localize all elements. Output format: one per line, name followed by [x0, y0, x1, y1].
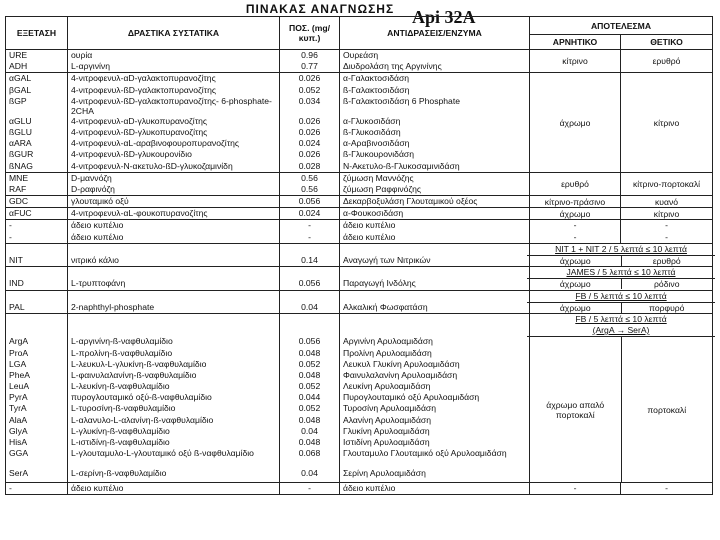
- active-ingredient: L-αλανυλο-L-αλανίνη-ß-ναφθυλαμίδιο: [71, 414, 214, 425]
- test-code: -: [9, 482, 12, 493]
- reaction-enzyme: Λευκίνη Αρυλοαμιδάση: [343, 381, 431, 392]
- test-code: GDC: [9, 196, 29, 207]
- active-ingredient: ουρία: [71, 50, 93, 60]
- quantity-cell: [280, 50, 340, 73]
- test-code: ßGP: [9, 95, 27, 106]
- reaction-enzyme: α-Φουκοσιδάση: [343, 208, 404, 219]
- result-positive: -: [665, 231, 668, 242]
- quantity-cell: [280, 290, 340, 313]
- reaction-enzyme: ζύμωση Ραφφινόζης: [343, 183, 422, 194]
- quantity: -: [308, 482, 311, 493]
- test-code: GGA: [9, 448, 29, 459]
- active-ingredient-cell: [68, 172, 280, 195]
- test-code: GlyA: [9, 425, 28, 436]
- quantity: 0.056: [298, 196, 321, 207]
- active-ingredient: άδειο κυπέλιο: [71, 231, 124, 242]
- quantity: 0.024: [298, 138, 321, 149]
- quantity: -: [308, 220, 311, 231]
- result-positive-cell: [621, 220, 713, 243]
- reading-table: [5, 16, 713, 495]
- active-ingredient: 4-νιτροφενυλ-αL-φουκοπυρανοζίτης: [71, 208, 208, 219]
- reaction-enzyme: Ουρεάση: [343, 50, 379, 60]
- reaction-enzyme-cell: [340, 208, 530, 220]
- test-code: PyrA: [9, 392, 28, 403]
- test-code: NIT: [9, 255, 23, 265]
- quantity: 0.048: [298, 414, 321, 425]
- active-ingredient: 2-naphthyl-phosphate: [71, 301, 155, 312]
- quantity-cell: [280, 220, 340, 243]
- active-ingredient: L-φαινυλαλανίνη-ß-ναφθυλαμίδιο: [71, 369, 197, 380]
- table-row: [6, 313, 713, 482]
- reaction-enzyme: Αναγωγή των Νιτρικών: [343, 255, 431, 265]
- quantity-cell: [280, 482, 340, 494]
- test-code-cell: [6, 290, 68, 313]
- test-code-cell: [6, 196, 68, 208]
- result-positive: ερυθρό: [652, 256, 681, 267]
- test-code: AlaA: [9, 414, 28, 425]
- test-code: ADH: [9, 61, 28, 72]
- reaction-enzyme: άδειο κυπέλιο: [343, 220, 396, 231]
- reaction-enzyme-cell: [340, 196, 530, 208]
- reaction-enzyme-cell: [340, 73, 530, 172]
- result-negative: άχρωμο απαλό πορτοκαλί: [530, 337, 622, 481]
- active-ingredient-cell: [68, 482, 280, 494]
- quantity: 0.026: [298, 115, 321, 126]
- result-negative-cell: [530, 50, 621, 73]
- quantity: 0.14: [301, 255, 318, 265]
- active-ingredient: L-λευκίνη-ß-ναφθυλαμίδιο: [71, 381, 170, 392]
- reaction-enzyme-cell: [340, 243, 530, 266]
- active-ingredient: L-αργινίνη-ß-ναφθυλαμίδιο: [71, 336, 173, 347]
- result-negative-cell: [530, 73, 621, 172]
- active-ingredient: 4-νιτροφενυλ-ßD-γλυκουρονίδιο: [71, 149, 192, 160]
- active-ingredient: άδειο κυπέλιο: [71, 220, 124, 231]
- test-code: αGLU: [9, 115, 32, 126]
- test-code: ProA: [9, 347, 29, 358]
- quantity-cell: [280, 267, 340, 290]
- active-ingredient: L-γλουταμυλο-L-γλουταμικό οξύ ß-ναφθυλαμίδιο: [71, 448, 254, 459]
- test-code-cell: [6, 220, 68, 243]
- reagent-note: FB / 5 λεπτά ≤ 10 λεπτά: [575, 290, 667, 301]
- reagent-note: JAMES / 5 λεπτά ≤ 10 λεπτά: [566, 267, 676, 278]
- table-row: [6, 208, 713, 220]
- test-code: RAF: [9, 183, 27, 194]
- quantity: 0.56: [301, 172, 318, 183]
- result-positive: κίτρινο: [653, 117, 680, 128]
- header-active: ΔΡΑΣΤΙΚΑ ΣΥΣΤΑΤΙΚΑ: [68, 17, 280, 50]
- table-row: [6, 220, 713, 243]
- test-code: αFUC: [9, 208, 32, 219]
- table-row: [6, 290, 713, 313]
- result-positive-cell: [621, 50, 713, 73]
- reaction-enzyme: Παραγωγή Ινδόλης: [343, 278, 416, 289]
- active-ingredient-cell: [68, 290, 280, 313]
- result-negative-cell: [530, 220, 621, 243]
- quantity: 0.04: [301, 425, 318, 436]
- reaction-enzyme: Γλυκίνη Αρυλοαμιδάση: [343, 425, 430, 436]
- quantity: 0.04: [301, 301, 318, 312]
- active-ingredient: L-σερίνη-ß-ναφθυλαμίδιο: [71, 468, 167, 479]
- reaction-enzyme: Φαινυλαλανίνη Αρυλοαμιδάση: [343, 369, 458, 380]
- test-code-cell: [6, 243, 68, 266]
- result-positive: ερυθρό: [652, 56, 681, 67]
- quantity-cell: [280, 73, 340, 172]
- table-row: [6, 172, 713, 195]
- active-ingredient: D-ραφινόζη: [71, 183, 115, 194]
- active-ingredient: νιτρικό κάλιο: [71, 255, 119, 265]
- active-ingredient-cell: [68, 313, 280, 482]
- test-code-cell: [6, 313, 68, 482]
- result-negative: ερυθρό: [561, 178, 589, 189]
- test-code: SerA: [9, 468, 29, 479]
- result-negative: άχρωμο: [559, 117, 591, 128]
- test-code: HisA: [9, 437, 28, 447]
- quantity-cell: [280, 243, 340, 266]
- reaction-enzyme-cell: [340, 50, 530, 73]
- test-code: ßGUR: [9, 149, 34, 160]
- result-negative-cell: [530, 482, 621, 494]
- test-code: PheA: [9, 369, 31, 380]
- reaction-enzyme-cell: [340, 482, 530, 494]
- active-ingredient: 4-νιτροφενυλ-ßD-γαλακτοπυρανοζίτης: [71, 84, 216, 95]
- result-positive: ρόδινο: [654, 279, 680, 290]
- quantity: 0.028: [298, 160, 321, 171]
- reaction-enzyme: Λευκυλ Γλυκίνη Αρυλοαμιδάση: [343, 358, 460, 369]
- quantity: 0.048: [298, 437, 321, 447]
- header-qty: ΠΟΣ. (mg/κυπ.): [280, 17, 340, 50]
- test-code-cell: [6, 208, 68, 220]
- reaction-enzyme: α-Αραβινοσιδάση: [343, 138, 410, 149]
- table-row: [6, 50, 713, 73]
- quantity-cell: [280, 196, 340, 208]
- quantity: 0.052: [298, 403, 321, 414]
- active-ingredient: L-τρυπτοφάνη: [71, 278, 126, 289]
- active-ingredient: L-γλυκίνη-ß-ναφθυλαμίδιο: [71, 425, 170, 436]
- result-positive-cell: [621, 172, 713, 195]
- test-code: IND: [9, 278, 24, 289]
- table-title: ΠΙΝΑΚΑΣ ΑΝΑΓΝΩΣΗΣ: [245, 2, 395, 16]
- test-code: TyrA: [9, 403, 27, 414]
- quantity: 0.048: [298, 347, 321, 358]
- reaction-enzyme: Γλουταμυλο Γλουταμικό οξύ Αρυλοαμιδάση: [343, 448, 507, 459]
- result-positive: -: [665, 483, 668, 494]
- quantity: 0.56: [301, 183, 318, 194]
- result-negative: άχρωμο: [530, 279, 622, 289]
- result-negative: άχρωμο: [530, 303, 622, 313]
- reaction-enzyme-cell: [340, 172, 530, 195]
- quantity: 0.026: [298, 126, 321, 137]
- test-code: ArgA: [9, 336, 29, 347]
- quantity: 0.034: [298, 95, 321, 106]
- reaction-enzyme: N-Ακετυλο-ß-Γλυκοσαμινιδάση: [343, 160, 460, 171]
- reaction-enzyme: Ιστιδίνη Αρυλοαμιδάση: [343, 437, 430, 447]
- reaction-enzyme: ß-Γλυκοσιδάση: [343, 126, 401, 137]
- result-negative-cell: [530, 196, 621, 208]
- test-code: URE: [9, 50, 28, 60]
- reaction-enzyme: ß-Γλυκουρονιδάση: [343, 149, 415, 160]
- reaction-enzyme: Τυροσίνη Αρυλοαμιδάση: [343, 403, 437, 414]
- reagent-note-range: (ArgA → SerA): [592, 325, 650, 336]
- header-reactions: ΑΝΤΙΔΡΑΣΕΙΣ/ΕΝΖΥΜΑ: [340, 17, 530, 50]
- result-note-cell: [530, 243, 713, 266]
- result-positive: κίτρινο: [653, 208, 680, 219]
- quantity: 0.052: [298, 84, 321, 95]
- result-negative: κίτρινο: [562, 56, 588, 67]
- quantity: 0.048: [298, 369, 321, 380]
- quantity: 0.068: [298, 448, 321, 459]
- reaction-enzyme: α-Γαλακτοσιδάση: [343, 73, 410, 84]
- active-ingredient: γλουταμικό οξύ: [71, 196, 129, 207]
- result-positive: -: [665, 220, 668, 231]
- result-positive-cell: [621, 482, 713, 494]
- quantity: 0.026: [298, 73, 321, 84]
- active-ingredient-cell: [68, 243, 280, 266]
- active-ingredient: L-λευκυλ-L-γλυκίνη-ß-ναφθυλαμίδιο: [71, 358, 207, 369]
- result-note-cell: [530, 290, 713, 313]
- quantity: 0.026: [298, 149, 321, 160]
- active-ingredient: πυρογλουταμικό οξύ-ß-ναφθυλαμίδιο: [71, 392, 212, 403]
- table-row: [6, 267, 713, 290]
- table-row: [6, 196, 713, 208]
- reaction-enzyme: άδειο κυπέλιο: [343, 482, 396, 493]
- quantity: 0.024: [298, 208, 321, 219]
- quantity: 0.96: [301, 50, 318, 60]
- active-ingredient: D-μαννόζη: [71, 172, 112, 183]
- table-row: [6, 482, 713, 494]
- quantity: 0.056: [298, 278, 321, 289]
- test-code-cell: [6, 172, 68, 195]
- result-positive-cell: [621, 73, 713, 172]
- reaction-enzyme: Αλκαλική Φωσφατάση: [343, 301, 428, 312]
- table-row: [6, 73, 713, 172]
- test-code: βGAL: [9, 84, 32, 95]
- active-ingredient: L-τυροσίνη-ß-ναφθυλαμίδιο: [71, 403, 176, 414]
- active-ingredient-cell: [68, 208, 280, 220]
- test-code: -: [9, 231, 12, 242]
- quantity: 0.04: [301, 468, 318, 479]
- table-row: [6, 243, 713, 266]
- active-ingredient-cell: [68, 220, 280, 243]
- reaction-enzyme: ß-Γαλακτοσιδάση: [343, 84, 410, 95]
- reaction-enzyme-cell: [340, 220, 530, 243]
- reaction-enzyme: άδειο κυπέλιο: [343, 231, 396, 242]
- result-negative: -: [573, 231, 577, 242]
- quantity-cell: [280, 208, 340, 220]
- reaction-enzyme: ζύμωση Μαννόζης: [343, 172, 414, 183]
- quantity-cell: [280, 172, 340, 195]
- reaction-enzyme: Σερίνη Αρυλοαμιδάση: [343, 468, 426, 479]
- reagent-note: NIT 1 + NIT 2 / 5 λεπτά ≤ 10 λεπτά: [555, 243, 687, 254]
- reaction-enzyme: α-Γλυκοσιδάση: [343, 115, 401, 126]
- result-negative: άχρωμο: [559, 208, 591, 219]
- test-code: LGA: [9, 358, 27, 369]
- active-ingredient-cell: [68, 73, 280, 172]
- active-ingredient: L-αργινίνη: [71, 61, 110, 72]
- quantity: 0.77: [301, 61, 318, 72]
- test-code-cell: [6, 73, 68, 172]
- test-code-cell: [6, 482, 68, 494]
- api-label: Api 32A: [412, 7, 476, 27]
- test-code: MNE: [9, 172, 29, 183]
- active-ingredient-cell: [68, 50, 280, 73]
- result-negative-cell: [530, 208, 621, 220]
- result-negative: -: [573, 483, 577, 494]
- active-ingredient: 4-νιτροφενυλ-αD-γαλακτοπυρανοζίτης: [71, 73, 216, 84]
- reaction-enzyme: Πυρογλουταμικό οξύ Αρυλοαμιδάση: [343, 392, 480, 403]
- active-ingredient: 4-νιτροφενυλ-ßD-γλυκοπυρανοζίτης: [71, 126, 208, 137]
- reaction-enzyme: Δεκαρβοξυλάση Γλουταμικού οξέος: [343, 196, 478, 207]
- reaction-enzyme: Αλανίνη Αρυλοαμιδάση: [343, 414, 431, 425]
- header-test: ΕΞΕΤΑΣΗ: [6, 17, 68, 50]
- result-negative-cell: [530, 172, 621, 195]
- reaction-enzyme: Διυδρολάση της Αργινίνης: [343, 61, 442, 72]
- result-note-cell: [530, 267, 713, 290]
- active-ingredient: 4-νιτροφενυλ-N-ακετυλο-ßD-γλυκοζαμινίδη: [71, 160, 233, 171]
- active-ingredient: άδειο κυπέλιο: [71, 482, 124, 493]
- active-ingredient: 4-νιτροφενυλ-αL-αραβινοφουροπυρανοζίτης: [71, 138, 240, 149]
- test-code: -: [9, 220, 12, 231]
- reaction-enzyme-cell: [340, 290, 530, 313]
- quantity: 0.052: [298, 358, 321, 369]
- header-results: ΑΠΟΤΕΛΕΣΜΑ: [530, 17, 713, 35]
- header-negative: ΑΡΝΗΤΙΚΟ: [530, 35, 621, 50]
- result-positive: πορφυρό: [649, 302, 685, 313]
- test-code: PAL: [9, 301, 25, 312]
- header-positive: ΘΕΤΙΚΟ: [621, 35, 713, 50]
- reaction-enzyme: Αργινίνη Αρυλοαμιδάση: [343, 336, 433, 347]
- test-code-cell: [6, 50, 68, 73]
- reaction-enzyme: ß-Γαλακτοσιδάση 6 Phosphate: [343, 95, 460, 106]
- result-negative: -: [573, 220, 577, 231]
- active-ingredient-cell: [68, 267, 280, 290]
- active-ingredient: L-ιστιδίνη-ß-ναφθυλαμίδιο: [71, 437, 170, 447]
- result-negative: κίτρινο-πράσινο: [544, 196, 606, 207]
- reaction-enzyme: Προλίνη Αρυλοαμιδάση: [343, 347, 432, 358]
- test-code: ßNAG: [9, 160, 33, 171]
- result-positive: πορτοκαλί: [647, 404, 687, 415]
- result-positive: κίτρινο-πορτοκαλί: [632, 178, 701, 189]
- result-positive-cell: [621, 208, 713, 220]
- quantity: 0.052: [298, 381, 321, 392]
- active-ingredient: L-προλίνη-ß-ναφθυλαμίδιο: [71, 347, 173, 358]
- result-negative: άχρωμο: [530, 256, 622, 266]
- result-note-cell: [530, 313, 713, 482]
- reaction-enzyme-cell: [340, 267, 530, 290]
- active-ingredient-cell: [68, 196, 280, 208]
- reaction-enzyme-cell: [340, 313, 530, 482]
- quantity: 0.044: [298, 392, 321, 403]
- active-ingredient: 4-νιτροφενυλ-ßD-γαλακτοπυρανοζίτης- 6-phosphate-2CHA: [71, 95, 272, 116]
- active-ingredient: 4-νιτροφενυλ-αD-γλυκοπυρανοζίτης: [71, 115, 208, 126]
- quantity-cell: [280, 313, 340, 482]
- result-positive: κυανό: [654, 196, 679, 207]
- test-code-cell: [6, 267, 68, 290]
- result-positive-cell: [621, 196, 713, 208]
- quantity: 0.056: [298, 336, 321, 347]
- test-code: ßGLU: [9, 126, 32, 137]
- reagent-note: FB / 5 λεπτά ≤ 10 λεπτά: [575, 313, 667, 324]
- test-code: LeuA: [9, 381, 30, 392]
- quantity: -: [308, 231, 311, 242]
- test-code: αGAL: [9, 73, 32, 84]
- test-code: αARA: [9, 138, 32, 149]
